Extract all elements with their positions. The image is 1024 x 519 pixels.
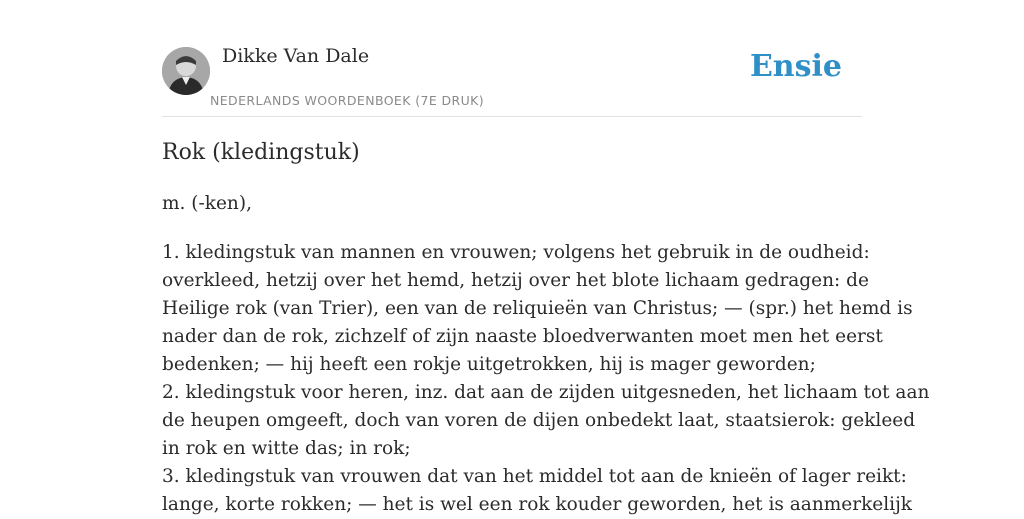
definition-line: in rok en witte das; in rok; [162, 438, 411, 459]
page-content [162, 0, 930, 515]
definition-line: overkleed, hetzij over het hemd, hetzij over het blote lichaam gedragen: de [162, 270, 869, 291]
entry-header [162, 0, 862, 117]
entry-title: Rok (kledingstuk) [162, 140, 360, 165]
definition-line: bedenken; — hij heeft een rokje uitgetrokken, hij is mager geworden; [162, 354, 816, 375]
entry-grammar: m. (-ken), [162, 193, 252, 214]
author-avatar[interactable] [162, 47, 210, 95]
portrait-icon [162, 47, 210, 95]
definition-line: 3. kledingstuk van vrouwen dat van het middel tot aan de knieën of lager reikt: [162, 466, 907, 487]
source-label: NEDERLANDS WOORDENBOEK (7E DRUK) [210, 93, 485, 108]
definition-line: 1. kledingstuk van mannen en vrouwen; volgens het gebruik in de oudheid: [162, 242, 870, 263]
definition-line: 2. kledingstuk voor heren, inz. dat aan de zijden uitgesneden, het lichaam tot aan [162, 382, 930, 403]
entry-definition [162, 239, 930, 519]
definition-line: de heupen omgeeft, doch van voren de dijen onbedekt laat, staatsierok: gekleed [162, 410, 916, 431]
definition-line: lange, korte rokken; — het is wel een rok kouder geworden, het is aanmerkelijk [162, 494, 913, 515]
definition-line: Heilige rok (van Trier), een van de reliquieën van Christus; — (spr.) het hemd is [162, 298, 913, 319]
site-logo[interactable]: Ensie [749, 49, 842, 84]
author-name[interactable]: Dikke Van Dale [222, 45, 370, 67]
definition-line: nader dan de rok, zichzelf of zijn naaste bloedverwanten moet men het eerst [162, 326, 883, 347]
